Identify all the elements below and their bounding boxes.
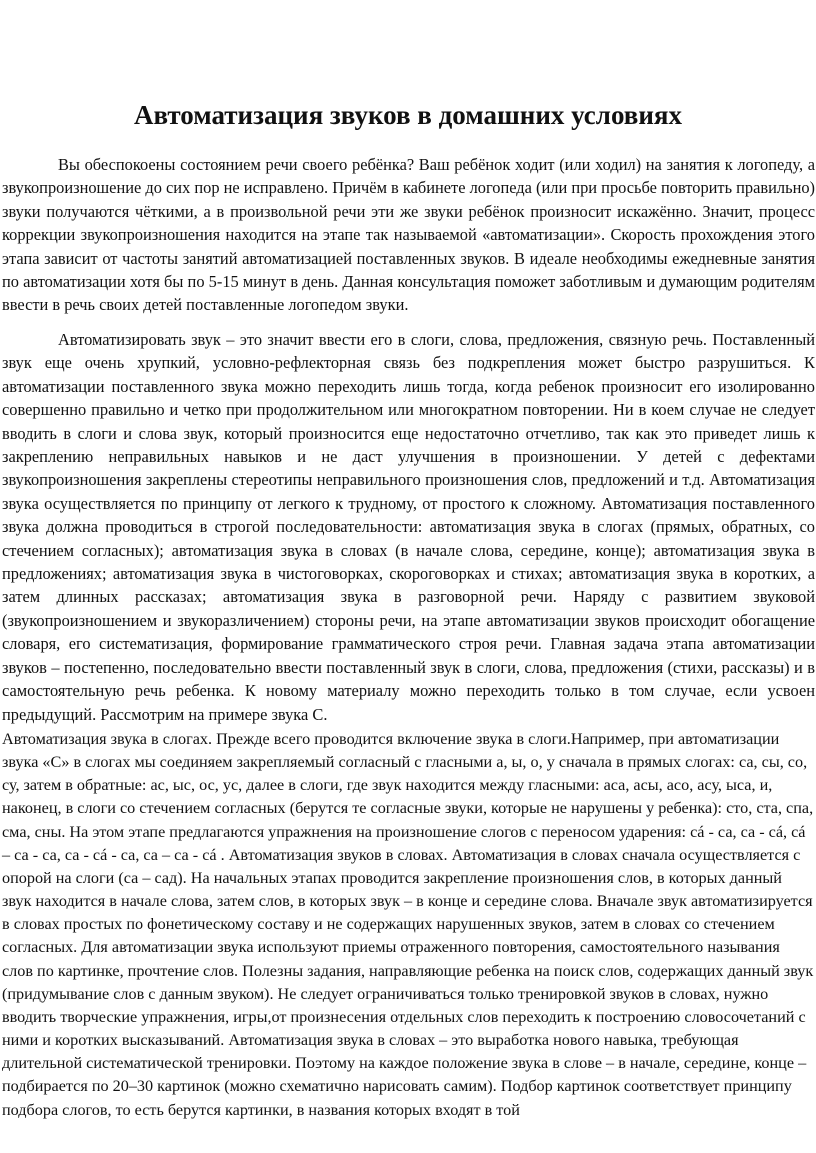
page-title: Автоматизация звуков в домашних условиях — [133, 100, 683, 130]
paragraph-syllables-words: Автоматизация звука в слогах. Прежде всего проводится включение звука в слоги.Например, при автоматизации звука «С» в слогах мы соединяем закрепляемый согласный с гласными а, ы, о, у сначала в прямых слогах: са, сы, со, су, затем в обратные: ас, ыс, ос, ус, далее в слоги, где звук находится между гласными: аса, асы, асо, асу, ыса, и, наконец, в слоги со стечением согласных (берутся те согласные звуки, которые не нарушены у ребенка): сто, ста, спа, сма, сны. На этом этапе предлагаются упражнения на произношение слогов с переносом ударения: сá - са, са - сá, сá – са - са, са - сá - са, са – са - сá . Автоматизация звуков в словах. Автоматизация в словах сначала осуществляется с опорой на слоги (са – сад). На начальных этапах проводится закрепление произношения слов, в которых данный звук находится в начале слова, затем слов, в которых звук – в конце и середине слова. Вначале звук автоматизируется в словах простых по фонетическому составу и не содержащих нарушенных звуков, затем в словах со стечением согласных. Для автоматизации звука используют приемы отраженного повторения, самостоятельного называния слов по картинке, прочтение слов. Полезны задания, направляющие ребенка на поиск слов, содержащих данный звук (придумывание слов с данным звуком). Не следует ограничиваться только тренировкой звуков в словах, нужно вводить творческие упражнения, игры,от произнесения отдельных слов переходить к построению словосочетаний с ними и коротких высказываний. Автоматизация звука в словах – это выработка нового навыка, требующая длительной систематической тренировки. Поэтому на каждое положение звука в слове – в начале, середине, конце – подбирается по 20–30 картинок (можно схематично нарисовать самим). Подбор картинок соответствует принципу подбора слогов, то есть берутся картинки, в названия которых входят в той — [2, 730, 814, 1119]
paragraph-automation-definition: Автоматизировать звук – это значит ввести его в слоги, слова, предложения, связную речь. Поставленный звук еще очень хрупкий, условно-рефлекторная связь без подкрепления может быстро разрушиться. К автоматизации поставленного звука можно переходить лишь тогда, когда ребенок произносит его изолированно совершенно правильно и четко при продолжительном или многократном повторении. Ни в коем случае не следует вводить в слоги и слова звук, который произносится еще недостаточно отчетливо, так как это приведет лишь к закреплению неправильных навыков и не даст улучшения в произношении. У детей с дефектами звукопроизношения закреплены стереотипы неправильного произношения слов, предложений и т.д. Автоматизация звука осуществляется по принципу от легкого к трудному, от простого к сложному. Автоматизация поставленного звука должна проводиться в строгой последовательности: автоматизация звука в слогах (прямых, обратных, со стечением согласных); автоматизация звука в словах (в начале слова, середине, конце); автоматизация звука в предложениях; автоматизация звука в чистоговорках, скороговорках и стихах; автоматизация звука в коротких, а затем длинных рассказах; автоматизация звука в разговорной речи. Наряду с развитием звуковой (звукопроизношением и звукоразличением) стороны речи, на этапе автоматизации звуков происходит обогащение словаря, его систематизация, формирование грамматического строя речи. Главная задача этапа автоматизации звуков – постепенно, последовательно ввести поставленный звук в слоги, слова, предложения (стихи, рассказы) и в самостоятельную речь ребенка. К новому материалу можно переходить только в том случае, если усвоен предыдущий. Рассмотрим на примере звука С. — [2, 330, 815, 724]
paragraph-intro: Вы обеспокоены состоянием речи своего ребёнка? Ваш ребёнок ходит (или ходил) на занятия к логопеду, а звукопроизношение до сих пор не исправлено. Причём в кабинете логопеда (или при просьбе повторить правильно) звуки получаются чёткими, а в произвольной речи эти же звуки ребёнок произносит искажённо. Значит, процесс коррекции звукопроизношения находится на этапе так называемой «автоматизации». Скорость прохождения этого этапа зависит от частоты занятий автоматизацией поставленных звуков. В идеале необходимы ежедневные занятия по автоматизации хотя бы по 5-15 минут в день. Данная консультация поможет заботливым и думающим родителям ввести в речь своих детей поставленные логопедом звуки. — [2, 155, 815, 315]
